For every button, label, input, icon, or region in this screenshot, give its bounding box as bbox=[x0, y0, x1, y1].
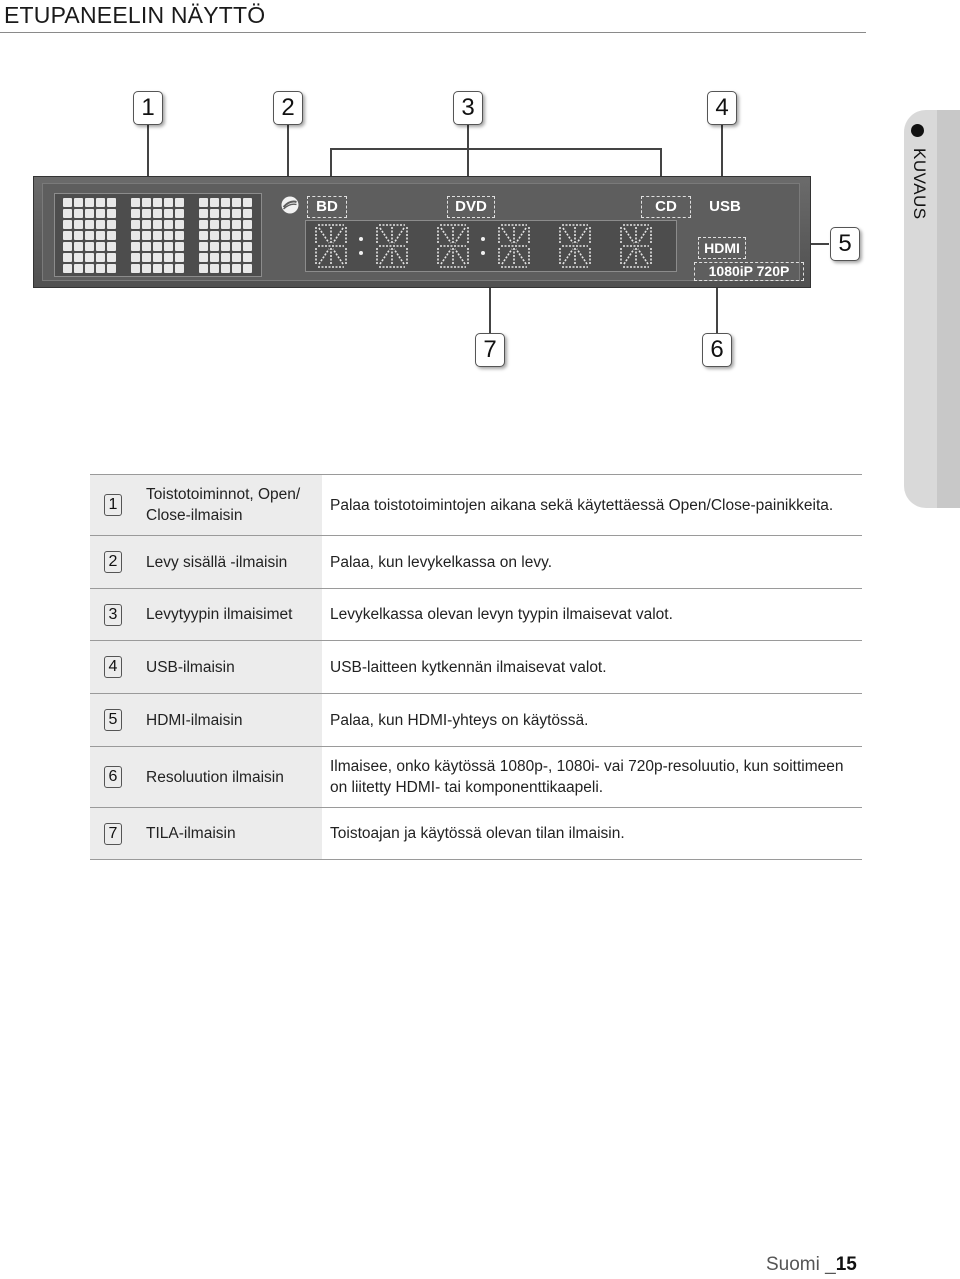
matrix-dot bbox=[74, 242, 83, 251]
matrix-dot bbox=[210, 253, 219, 262]
callout-2: 2 bbox=[273, 91, 303, 125]
row-number-cell bbox=[90, 641, 136, 693]
page-footer bbox=[766, 1254, 857, 1276]
matrix-dot bbox=[175, 198, 184, 207]
matrix-dot bbox=[199, 253, 208, 262]
segment-digit bbox=[377, 225, 407, 267]
dvd-indicator: DVD bbox=[447, 196, 495, 218]
front-panel-display bbox=[33, 176, 811, 288]
callout-6: 6 bbox=[702, 333, 732, 367]
indicator-name: TILA-ilmaisin bbox=[136, 808, 322, 859]
matrix-dot bbox=[210, 242, 219, 251]
matrix-dot bbox=[142, 231, 151, 240]
matrix-dot bbox=[131, 209, 140, 218]
matrix-dot bbox=[63, 220, 72, 229]
matrix-dot bbox=[131, 198, 140, 207]
matrix-dot bbox=[107, 242, 116, 251]
resolution-indicator: 1080iP 720P bbox=[694, 262, 804, 281]
matrix-dot bbox=[85, 209, 94, 218]
matrix-dot bbox=[221, 242, 230, 251]
side-tab-edge bbox=[937, 110, 960, 508]
matrix-dot bbox=[96, 220, 105, 229]
matrix-dot bbox=[232, 264, 241, 273]
matrix-dot bbox=[63, 198, 72, 207]
matrix-dot bbox=[243, 220, 252, 229]
matrix-dot bbox=[96, 209, 105, 218]
colon-dot bbox=[359, 251, 363, 255]
callout-line-7 bbox=[489, 282, 491, 334]
matrix-dot bbox=[142, 220, 151, 229]
colon-dot bbox=[481, 237, 485, 241]
matrix-dot bbox=[63, 242, 72, 251]
matrix-dot bbox=[232, 220, 241, 229]
row-number: 5 bbox=[104, 709, 122, 731]
matrix-dot bbox=[85, 253, 94, 262]
title-rule bbox=[0, 32, 866, 33]
matrix-dot bbox=[96, 198, 105, 207]
matrix-dot bbox=[221, 209, 230, 218]
matrix-dot bbox=[153, 198, 162, 207]
row-number: 7 bbox=[104, 823, 122, 845]
row-number-cell bbox=[90, 808, 136, 859]
indicator-name: USB-ilmaisin bbox=[136, 641, 322, 693]
matrix-dot bbox=[63, 231, 72, 240]
usb-indicator: USB bbox=[709, 198, 741, 215]
matrix-dot bbox=[243, 264, 252, 273]
segment-digits bbox=[306, 221, 676, 271]
matrix-dot bbox=[153, 209, 162, 218]
indicator-name: HDMI-ilmaisin bbox=[136, 694, 322, 746]
matrix-dot bbox=[96, 253, 105, 262]
matrix-dot bbox=[153, 253, 162, 262]
row-number: 1 bbox=[104, 494, 122, 516]
matrix-dot bbox=[142, 264, 151, 273]
matrix-dot bbox=[243, 209, 252, 218]
matrix-dot bbox=[164, 209, 173, 218]
indicator-description: Ilmaisee, onko käytössä 1080p-, 1080i- vai 720p-resoluutio, kun soittimeen on liitetty HDMI- tai komponenttikaapeli. bbox=[330, 758, 844, 796]
row-number: 2 bbox=[104, 551, 122, 573]
row-number-cell bbox=[90, 747, 136, 807]
matrix-dot bbox=[74, 264, 83, 273]
matrix-dot bbox=[85, 242, 94, 251]
matrix-dot bbox=[243, 242, 252, 251]
matrix-dot bbox=[74, 209, 83, 218]
matrix-dot bbox=[164, 220, 173, 229]
segment-digit bbox=[438, 225, 468, 267]
row-number-cell bbox=[90, 536, 136, 588]
matrix-dot bbox=[232, 198, 241, 207]
row-number-cell bbox=[90, 589, 136, 640]
indicator-name: Toistotoiminnot, Open/ Close-ilmaisin bbox=[136, 475, 322, 535]
indicator-table bbox=[90, 474, 862, 860]
table-row bbox=[90, 535, 862, 588]
matrix-dot bbox=[131, 231, 140, 240]
callout-line-1 bbox=[147, 124, 149, 184]
matrix-dot bbox=[153, 264, 162, 273]
matrix-dot bbox=[164, 198, 173, 207]
matrix-dot bbox=[175, 220, 184, 229]
indicator-description: Palaa, kun levykelkassa on levy. bbox=[330, 553, 552, 571]
display-window bbox=[42, 183, 800, 281]
row-number: 4 bbox=[104, 656, 122, 678]
dot-matrix-indicator bbox=[54, 193, 262, 277]
colon-dot bbox=[481, 251, 485, 255]
indicator-name: Levytyypin ilmaisimet bbox=[136, 589, 322, 640]
callout-bracket-3 bbox=[330, 148, 661, 150]
matrix-dot bbox=[164, 264, 173, 273]
matrix-dot bbox=[243, 253, 252, 262]
matrix-dot bbox=[199, 198, 208, 207]
matrix-dot bbox=[164, 253, 173, 262]
matrix-dot bbox=[74, 198, 83, 207]
table-row bbox=[90, 474, 862, 535]
matrix-dot bbox=[107, 198, 116, 207]
matrix-dot bbox=[74, 253, 83, 262]
matrix-dot bbox=[85, 231, 94, 240]
matrix-dot bbox=[96, 231, 105, 240]
indicator-description: Toistoajan ja käytössä olevan tilan ilmaisin. bbox=[330, 825, 625, 842]
matrix-dot bbox=[142, 242, 151, 251]
matrix-dot bbox=[85, 264, 94, 273]
matrix-dot bbox=[232, 209, 241, 218]
matrix-dot bbox=[96, 242, 105, 251]
table-row bbox=[90, 746, 862, 807]
side-tab-label: KUVAUS bbox=[910, 148, 929, 220]
row-number-cell bbox=[90, 475, 136, 535]
callout-7: 7 bbox=[475, 333, 505, 367]
matrix-dot bbox=[221, 253, 230, 262]
disc-in-icon bbox=[281, 196, 299, 214]
matrix-dot bbox=[164, 242, 173, 251]
matrix-dot bbox=[199, 264, 208, 273]
matrix-dot bbox=[153, 231, 162, 240]
segment-digit bbox=[560, 225, 590, 267]
indicator-description: Levykelkassa olevan levyn tyypin ilmaisevat valot. bbox=[330, 606, 673, 623]
matrix-dot bbox=[210, 220, 219, 229]
matrix-dot bbox=[107, 220, 116, 229]
matrix-dot bbox=[243, 198, 252, 207]
page-title: ETUPANEELIN NÄYTTÖ bbox=[4, 2, 266, 28]
matrix-dot bbox=[210, 198, 219, 207]
matrix-dot bbox=[107, 231, 116, 240]
row-number: 6 bbox=[104, 766, 122, 788]
matrix-dot bbox=[210, 264, 219, 273]
table-row bbox=[90, 693, 862, 746]
indicator-description: USB-laitteen kytkennän ilmaisevat valot. bbox=[330, 658, 607, 676]
matrix-dot bbox=[142, 198, 151, 207]
matrix-dot bbox=[210, 231, 219, 240]
row-number: 3 bbox=[104, 604, 122, 626]
row-number-cell bbox=[90, 694, 136, 746]
matrix-dot bbox=[221, 198, 230, 207]
matrix-dot bbox=[232, 253, 241, 262]
matrix-dot bbox=[131, 242, 140, 251]
hdmi-indicator: HDMI bbox=[698, 237, 746, 259]
matrix-dot bbox=[243, 231, 252, 240]
dot-matrix-grid bbox=[55, 194, 261, 276]
callout-3: 3 bbox=[453, 91, 483, 125]
matrix-dot bbox=[199, 242, 208, 251]
matrix-dot bbox=[175, 242, 184, 251]
callout-5: 5 bbox=[830, 227, 860, 261]
bullet-icon bbox=[911, 124, 924, 137]
matrix-dot bbox=[210, 209, 219, 218]
indicator-description: Palaa toistotoimintojen aikana sekä käytettäessä Open/Close-painikkeita. bbox=[330, 496, 834, 514]
matrix-dot bbox=[199, 209, 208, 218]
matrix-dot bbox=[142, 209, 151, 218]
page-number: 15 bbox=[835, 1254, 857, 1275]
bd-indicator: BD bbox=[307, 196, 347, 218]
matrix-dot bbox=[153, 242, 162, 251]
matrix-dot bbox=[74, 231, 83, 240]
matrix-dot bbox=[63, 209, 72, 218]
table-row bbox=[90, 588, 862, 640]
matrix-dot bbox=[63, 264, 72, 273]
matrix-dot bbox=[175, 209, 184, 218]
matrix-dot bbox=[199, 231, 208, 240]
matrix-dot bbox=[85, 220, 94, 229]
matrix-dot bbox=[131, 253, 140, 262]
matrix-dot bbox=[221, 220, 230, 229]
matrix-dot bbox=[107, 209, 116, 218]
matrix-dot bbox=[85, 198, 94, 207]
callout-line-3 bbox=[467, 124, 469, 148]
matrix-dot bbox=[199, 220, 208, 229]
callout-1: 1 bbox=[133, 91, 163, 125]
matrix-dot bbox=[153, 220, 162, 229]
segment-digit bbox=[621, 225, 651, 267]
callout-4: 4 bbox=[707, 91, 737, 125]
matrix-dot bbox=[232, 242, 241, 251]
matrix-dot bbox=[175, 253, 184, 262]
matrix-dot bbox=[96, 264, 105, 273]
matrix-dot bbox=[232, 231, 241, 240]
matrix-dot bbox=[164, 231, 173, 240]
matrix-dot bbox=[74, 220, 83, 229]
segment-digit bbox=[499, 225, 529, 267]
matrix-dot bbox=[107, 264, 116, 273]
table-row bbox=[90, 807, 862, 860]
matrix-dot bbox=[221, 264, 230, 273]
callout-line-6 bbox=[716, 282, 718, 334]
segment-digit bbox=[316, 225, 346, 267]
matrix-dot bbox=[142, 253, 151, 262]
matrix-dot bbox=[175, 264, 184, 273]
matrix-dot bbox=[221, 231, 230, 240]
colon-dot bbox=[359, 237, 363, 241]
cd-indicator: CD bbox=[641, 196, 691, 218]
matrix-dot bbox=[131, 264, 140, 273]
indicator-name: Resoluution ilmaisin bbox=[136, 747, 322, 807]
matrix-dot bbox=[63, 253, 72, 262]
matrix-dot bbox=[175, 231, 184, 240]
indicator-name: Levy sisällä -ilmaisin bbox=[136, 536, 322, 588]
footer-language: Suomi _ bbox=[766, 1254, 836, 1275]
table-row bbox=[90, 640, 862, 693]
matrix-dot bbox=[131, 220, 140, 229]
indicator-description: Palaa, kun HDMI-yhteys on käytössä. bbox=[330, 711, 589, 729]
segment-display bbox=[305, 220, 677, 272]
matrix-dot bbox=[107, 253, 116, 262]
